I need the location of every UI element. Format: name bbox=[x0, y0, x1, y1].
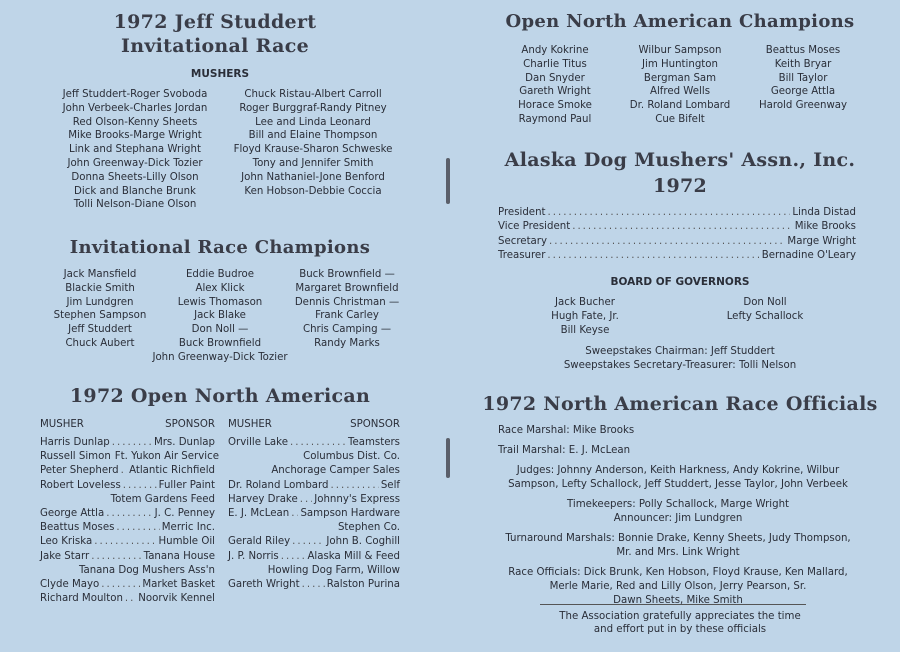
musher-pair: Bill and Elaine Thompson bbox=[248, 130, 378, 142]
entry-sponsor: Noorvik Kennel bbox=[138, 593, 215, 605]
race-officials-line3: Dawn Sheets, Mike Smith bbox=[613, 595, 743, 606]
entry-musher: Gerald Riley bbox=[228, 536, 291, 548]
entry-sponsor: John B. Coghill bbox=[326, 536, 400, 548]
officer-role: Vice President bbox=[498, 221, 571, 233]
entry-musher: Jake Starr bbox=[40, 550, 90, 562]
champion-name: Chuck Aubert bbox=[65, 337, 135, 349]
title-line2: Invitational Race bbox=[121, 35, 309, 57]
leader-dots bbox=[548, 206, 791, 220]
leader-dots bbox=[292, 535, 324, 549]
turnaround-line2: Mr. and Mrs. Link Wright bbox=[616, 547, 740, 558]
open-entry-row bbox=[228, 450, 400, 464]
entry-musher: Leo Kriska bbox=[40, 536, 93, 548]
open-entry-row bbox=[228, 464, 400, 478]
governor-name: Lefty Schallock bbox=[726, 310, 804, 322]
entry-sponsor: Humble Oil bbox=[158, 536, 215, 548]
entry-musher: Russell Simon bbox=[40, 451, 111, 463]
open-champions-column-2 bbox=[620, 44, 740, 127]
musher-pair: John Greenway-Dick Tozier bbox=[67, 157, 203, 169]
musher-pair: John Verbeek-Charles Jordan bbox=[62, 102, 208, 114]
champion-name: Buck Brownfield — bbox=[299, 269, 395, 280]
open-header-left bbox=[40, 418, 215, 432]
open-champion-name: Wilbur Sampson bbox=[638, 45, 722, 56]
open-champions-title: Open North American Champions bbox=[505, 11, 855, 32]
open-entry-row bbox=[40, 464, 215, 478]
entry-sponsor: Merric Inc. bbox=[161, 522, 215, 534]
entry-sponsor: Totem Gardens Feed bbox=[110, 493, 215, 505]
mushers-column-2 bbox=[228, 88, 398, 198]
champion-name: Margaret Brownfield bbox=[295, 282, 399, 294]
champion-name: Jeff Studdert bbox=[68, 324, 132, 336]
title-line1: 1972 Jeff Studdert bbox=[113, 11, 317, 33]
open-champion-name: Andy Kokrine bbox=[521, 45, 589, 56]
open-champion-name: Gareth Wright bbox=[519, 86, 591, 98]
open-champion-name: Bergman Sam bbox=[643, 72, 717, 84]
officer-name: Bernadine O'Leary bbox=[761, 250, 856, 262]
leader-dots bbox=[281, 550, 306, 564]
open-entry-row bbox=[228, 535, 400, 549]
mushers-label: MUSHERS bbox=[190, 68, 250, 80]
entry-sponsor: Sampson Hardware bbox=[300, 508, 400, 520]
officials-block bbox=[498, 424, 858, 608]
musher-pair: Tony and Jennifer Smith bbox=[252, 157, 374, 169]
open-champion-name: Dan Snyder bbox=[525, 72, 585, 84]
musher-pair: Red Olson-Kenny Sheets bbox=[72, 116, 198, 128]
open-entry-row bbox=[40, 493, 215, 507]
race-officials-line2: Merle Marie, Red and Lilly Olson, Jerry Pearson, Sr. bbox=[549, 581, 807, 592]
officer-row bbox=[498, 235, 856, 249]
champion-name: Jim Lundgren bbox=[66, 296, 134, 308]
champions-column-2 bbox=[165, 268, 275, 351]
thanks-line1: The Association gratefully appreciates the time bbox=[559, 611, 801, 622]
turnaround-line1: Turnaround Marshals: Bonnie Drake, Kenny Sheets, Judy Thompson, bbox=[505, 533, 851, 544]
champion-name: Blackie Smith bbox=[65, 282, 135, 294]
entry-musher: Gareth Wright bbox=[228, 579, 300, 591]
champion-name: Alex Klick bbox=[195, 282, 245, 294]
entry-sponsor: Howling Dog Farm, Willow bbox=[267, 564, 400, 576]
open-entry-row bbox=[228, 507, 400, 521]
staple-top bbox=[446, 158, 450, 204]
open-entry-row bbox=[40, 436, 215, 450]
open-entry-row bbox=[40, 578, 215, 592]
entry-sponsor: Anchorage Camper Sales bbox=[271, 465, 400, 477]
leader-dots bbox=[94, 535, 156, 549]
officer-row bbox=[498, 220, 856, 234]
thanks-block bbox=[500, 610, 860, 636]
sponsor-header: SPONSOR bbox=[165, 419, 215, 430]
musher-pair: Ken Hobson-Debbie Coccia bbox=[244, 185, 382, 197]
officer-name: Marge Wright bbox=[787, 235, 856, 247]
leader-dots bbox=[290, 436, 346, 450]
sweepstakes-chairman: Sweepstakes Chairman: Jeff Studdert bbox=[585, 346, 775, 357]
open-champion-name: Keith Bryar bbox=[774, 58, 832, 70]
open-champion-name: Cue Bifelt bbox=[655, 113, 705, 125]
leader-dots bbox=[302, 578, 325, 592]
thanks-line2: and effort put in by these officials bbox=[593, 624, 767, 635]
leader-dots bbox=[123, 479, 157, 493]
announcer: Announcer: Jim Lundgren bbox=[613, 513, 743, 524]
entry-musher: Clyde Mayo bbox=[40, 579, 100, 591]
governor-name: Hugh Fate, Jr. bbox=[551, 310, 619, 322]
leader-dots bbox=[112, 436, 152, 450]
champion-name: Buck Brownfield bbox=[178, 337, 262, 349]
entry-sponsor: Alaska Mill & Feed bbox=[307, 550, 400, 562]
race-marshal: Race Marshal: Mike Brooks bbox=[498, 425, 635, 436]
musher-pair: Lee and Linda Leonard bbox=[255, 116, 371, 128]
entry-sponsor: Mrs. Dunlap bbox=[153, 437, 215, 448]
open-champion-name: Raymond Paul bbox=[518, 113, 592, 125]
open-title: 1972 Open North American bbox=[69, 385, 371, 407]
musher-pair: Chuck Ristau-Albert Carroll bbox=[244, 89, 382, 100]
open-entry-row bbox=[228, 578, 400, 592]
entry-sponsor: Tanana House bbox=[143, 550, 215, 562]
champion-name: Eddie Budroe bbox=[185, 269, 255, 280]
musher-pair: Donna Sheets-Lilly Olson bbox=[71, 171, 199, 183]
mushers-column-1 bbox=[55, 88, 215, 212]
leader-dots bbox=[106, 507, 152, 521]
champion-name: Jack Mansfield bbox=[63, 269, 137, 280]
open-champion-name: Alfred Wells bbox=[649, 86, 711, 98]
champions-column-3 bbox=[282, 268, 412, 351]
entry-musher: Harris Dunlap bbox=[40, 437, 110, 448]
open-entry-row bbox=[40, 535, 215, 549]
officer-role: Secretary bbox=[498, 235, 548, 247]
musher-pair: Link and Stephana Wright bbox=[69, 144, 201, 156]
leader-dots bbox=[116, 521, 159, 535]
champion-name: Jack Blake bbox=[194, 310, 246, 322]
leader-dots bbox=[121, 464, 127, 478]
musher-pair: Roger Burggraf-Randy Pitney bbox=[239, 102, 387, 114]
champion-name: Don Noll — bbox=[191, 324, 249, 336]
entry-sponsor: Columbus Dist. Co. bbox=[303, 451, 400, 463]
leader-dots bbox=[91, 550, 141, 564]
open-champions-column-3 bbox=[748, 44, 858, 113]
divider-rule bbox=[540, 604, 806, 605]
open-champion-name: Harold Greenway bbox=[758, 100, 848, 112]
open-entry-row bbox=[40, 592, 215, 606]
champion-name: Frank Carley bbox=[315, 310, 379, 322]
leader-dots bbox=[291, 507, 298, 521]
entry-sponsor: Teamsters bbox=[348, 437, 400, 448]
champion-name: Lewis Thomason bbox=[177, 296, 263, 308]
musher-pair: John Nathaniel-Jone Benford bbox=[241, 171, 385, 183]
musher-pair: Floyd Krause-Sharon Schweske bbox=[233, 144, 393, 156]
open-entry-row bbox=[40, 507, 215, 521]
musher-header: MUSHER bbox=[40, 419, 84, 430]
musher-header: MUSHER bbox=[228, 419, 272, 430]
leader-dots bbox=[549, 235, 785, 249]
champion-name: Dennis Christman — bbox=[294, 296, 400, 308]
leader-dots bbox=[125, 592, 136, 606]
judges-line1: Judges: Johnny Anderson, Keith Harkness, Andy Kokrine, Wilbur bbox=[516, 465, 840, 476]
officials-title: 1972 North American Race Officials bbox=[482, 393, 878, 415]
leader-dots bbox=[572, 220, 793, 234]
leader-dots bbox=[547, 249, 759, 263]
open-entries-right bbox=[228, 436, 400, 592]
open-entry-row bbox=[228, 436, 400, 450]
leader-dots bbox=[101, 578, 140, 592]
governor-name: Don Noll bbox=[743, 297, 787, 308]
entry-musher: Beattus Moses bbox=[40, 522, 115, 534]
officer-row bbox=[498, 249, 856, 263]
open-champion-name: Beattus Moses bbox=[765, 45, 841, 56]
board-column-2 bbox=[710, 296, 820, 324]
officer-role: President bbox=[498, 207, 546, 218]
musher-pair: Dick and Blanche Brunk bbox=[74, 185, 196, 197]
champion-name: Stephen Sampson bbox=[53, 310, 147, 322]
open-entry-row bbox=[40, 521, 215, 535]
trail-marshal: Trail Marshal: E. J. McLean bbox=[498, 445, 631, 456]
champions-column-1 bbox=[45, 268, 155, 351]
association-year: 1972 bbox=[652, 175, 708, 197]
open-entry-row bbox=[228, 493, 400, 507]
entry-musher: Harvey Drake bbox=[228, 493, 298, 505]
entry-sponsor: J. C. Penney bbox=[154, 508, 215, 520]
governor-name: Bill Keyse bbox=[560, 324, 610, 336]
sweepstakes-block bbox=[500, 345, 860, 373]
timekeepers: Timekeepers: Polly Schallock, Marge Wright bbox=[566, 499, 790, 510]
musher-pair: Mike Brooks-Marge Wright bbox=[68, 130, 202, 142]
open-entry-row bbox=[228, 479, 400, 493]
open-entry-row bbox=[40, 450, 219, 464]
entry-musher: E. J. McLean bbox=[228, 508, 290, 520]
sweepstakes-secretary: Sweepstakes Secretary-Treasurer: Tolli Nelson bbox=[563, 359, 797, 371]
open-entries-left bbox=[40, 436, 219, 606]
champions-title: Invitational Race Champions bbox=[69, 237, 371, 258]
champions-last-line: John Greenway-Dick Tozier bbox=[152, 352, 288, 363]
open-champion-name: Bill Taylor bbox=[778, 72, 828, 84]
open-header-right bbox=[228, 418, 400, 432]
open-champion-name: Jim Huntington bbox=[641, 58, 718, 70]
leader-dots bbox=[300, 493, 312, 507]
board-label: BOARD OF GOVERNORS bbox=[610, 276, 750, 288]
entry-sponsor: Atlantic Richfield bbox=[129, 465, 215, 477]
board-column-1 bbox=[530, 296, 640, 337]
officer-row bbox=[498, 206, 856, 220]
entry-sponsor: Ft. Yukon Air Service bbox=[114, 451, 219, 463]
entry-sponsor: Johnny's Express bbox=[314, 493, 400, 505]
musher-pair: Tolli Nelson-Diane Olson bbox=[73, 199, 197, 211]
officer-role: Treasurer bbox=[498, 250, 546, 262]
entry-sponsor: Self bbox=[380, 479, 400, 491]
open-entry-row bbox=[228, 564, 400, 578]
open-entry-row bbox=[228, 550, 400, 564]
leader-dots bbox=[331, 479, 379, 493]
open-champion-name: Dr. Roland Lombard bbox=[629, 100, 731, 112]
champion-name: Randy Marks bbox=[314, 337, 380, 349]
open-champion-name: Horace Smoke bbox=[518, 100, 592, 112]
open-entry-row bbox=[228, 521, 400, 535]
officers-list bbox=[498, 206, 856, 264]
governor-name: Jack Bucher bbox=[555, 297, 615, 308]
entry-musher: Peter Shepherd bbox=[40, 465, 119, 477]
officer-name: Mike Brooks bbox=[794, 221, 856, 233]
entry-sponsor: Market Basket bbox=[142, 579, 215, 591]
open-champion-name: George Attla bbox=[770, 86, 836, 98]
staple-bottom bbox=[446, 438, 450, 478]
open-champions-column-1 bbox=[500, 44, 610, 127]
musher-pair: Jeff Studdert-Roger Svoboda bbox=[62, 89, 208, 100]
race-officials-line1: Race Officials: Dick Brunk, Ken Hobson, Floyd Krause, Ken Mallard, bbox=[508, 567, 848, 578]
entry-musher: Richard Moulton bbox=[40, 593, 123, 605]
entry-sponsor: Fuller Paint bbox=[158, 479, 215, 491]
entry-sponsor: Ralston Purina bbox=[326, 579, 400, 591]
open-entry-row bbox=[40, 479, 215, 493]
entry-sponsor: Tanana Dog Mushers Ass'n bbox=[78, 564, 215, 576]
open-entry-row bbox=[40, 550, 215, 564]
open-entry-row bbox=[40, 564, 215, 578]
entry-musher: Robert Loveless bbox=[40, 479, 121, 491]
entry-musher: Dr. Roland Lombard bbox=[228, 479, 329, 491]
entry-sponsor: Stephen Co. bbox=[337, 522, 400, 534]
officer-name: Linda Distad bbox=[792, 207, 856, 218]
entry-musher: Orville Lake bbox=[228, 437, 288, 448]
sponsor-header: SPONSOR bbox=[350, 419, 400, 430]
champion-name: Chris Camping — bbox=[302, 324, 392, 336]
judges-line2: Sampson, Lefty Schallock, Jeff Studdert, Jesse Taylor, John Verbeek bbox=[508, 479, 848, 490]
entry-musher: J. P. Norris bbox=[228, 550, 279, 562]
entry-musher: George Attla bbox=[40, 508, 105, 520]
association-title: Alaska Dog Mushers' Assn., Inc. bbox=[504, 149, 856, 171]
open-champion-name: Charlie Titus bbox=[523, 58, 587, 70]
